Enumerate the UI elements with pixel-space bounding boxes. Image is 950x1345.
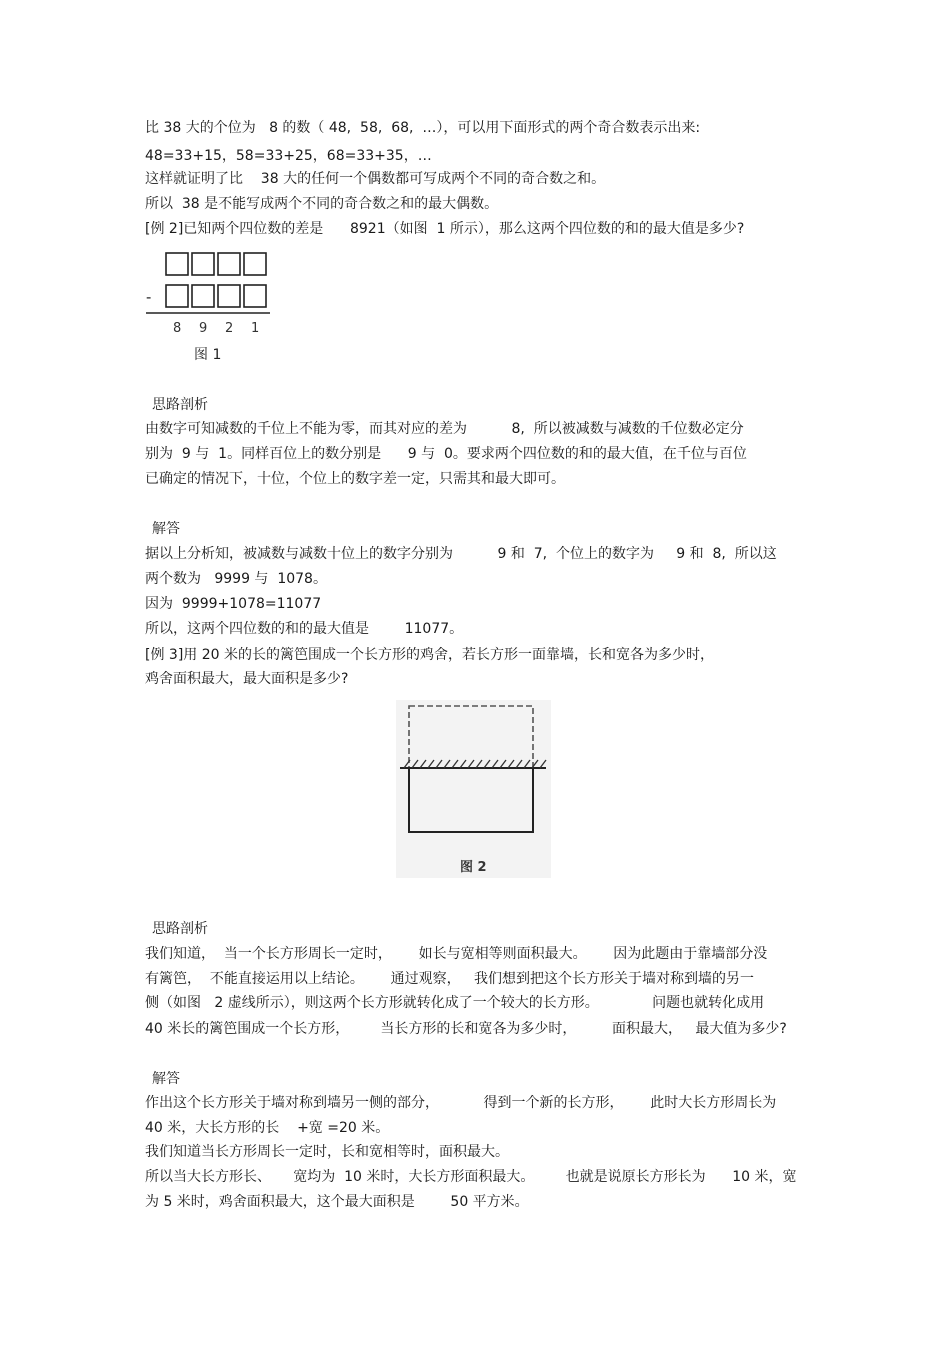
text-line: 侧（如图 2 虚线所示），则这两个长方形就转化成了一个较大的长方形。 问题也就转化成用 [145, 995, 765, 1011]
text-line: 40 米，大长方形的长 +宽 =20 米。 [145, 1120, 390, 1136]
text-line: 48=33+15，58=33+25，68=33+35，… [145, 148, 432, 164]
text-line: 所以，这两个四位数的和的最大值是 11077。 [145, 621, 464, 637]
example-2-question: [例 2]已知两个四位数的差是 8921（如图 1 所示），那么这两个四位数的和的最大值是多少? [145, 221, 745, 237]
minus-sign: - [146, 289, 152, 306]
digit-box [192, 285, 214, 307]
text-line: 有篱笆， 不能直接运用以上结论。 通过观察， 我们想到把这个长方形关于墙对称到墙的另一 [145, 971, 754, 987]
difference-digit: 2 [225, 321, 234, 336]
text-line: 我们知道， 当一个长方形周长一定时， 如长与宽相等则面积最大。 因为此题由于靠墙部分没 [145, 946, 768, 962]
text-line: 由数字可知减数的千位上不能为零，而其对应的差为 8, 所以被减数与减数的千位数必定分 [145, 421, 744, 437]
answer-heading: 解答 [152, 1071, 180, 1087]
example-3-question: 鸡舍面积最大，最大面积是多少? [145, 671, 349, 687]
figure-2-svg [396, 700, 551, 878]
digit-box [192, 253, 214, 275]
figure-2-caption: 图 2 [460, 860, 487, 875]
text-line: 已确定的情况下，十位，个位上的数字差一定，只需其和最大即可。 [145, 471, 565, 487]
digit-box [166, 253, 188, 275]
difference-digit: 9 [199, 321, 208, 336]
text-line: 我们知道当长方形周长一定时，长和宽相等时，面积最大。 [145, 1144, 509, 1160]
analysis-heading: 思路剖析 [152, 921, 208, 937]
example-3-question: [例 3]用 20 米的长的篱笆围成一个长方形的鸡舍，若长方形一面靠墙，长和宽各为多少时， [145, 647, 714, 663]
difference-digit: 1 [251, 321, 260, 336]
figure-1-svg [142, 246, 282, 366]
digit-box [166, 285, 188, 307]
text-line: 比 38 大的个位为 8 的数（ 48, 58, 68, …），可以用下面形式的两个奇合数表示出来: [145, 120, 701, 136]
difference-digit: 8 [173, 321, 182, 336]
text-line: 作出这个长方形关于墙对称到墙另一侧的部分， 得到一个新的长方形， 此时大长方形周长为 [145, 1095, 777, 1111]
digit-box [244, 285, 266, 307]
text-line: 所以 38 是不能写成两个不同的奇合数之和的最大偶数。 [145, 196, 499, 212]
text-line: 据以上分析知，被减数与减数十位上的数字分别为 9 和 7, 个位上的数字为 9 和 8, 所以这 [145, 546, 777, 562]
text-line: 因为 9999+1078=11077 [145, 596, 322, 612]
text-line: 所以当大长方形长、 宽均为 10 米时，大长方形面积最大。 也就是说原长方形长为 10 米，宽 [145, 1169, 797, 1185]
figure-2-background [396, 700, 551, 878]
figure-1-caption: 图 1 [194, 347, 222, 363]
digit-box [244, 253, 266, 275]
digit-box [218, 253, 240, 275]
text-line: 为 5 米时，鸡舍面积最大，这个最大面积是 50 平方米。 [145, 1194, 529, 1210]
text-line: 40 米长的篱笆围成一个长方形， 当长方形的长和宽各为多少时， 面积最大， 最大值为多少? [145, 1021, 787, 1037]
digit-box [218, 285, 240, 307]
text-line: 两个数为 9999 与 1078。 [145, 571, 327, 587]
figure-1-subtraction-diagram [142, 246, 282, 370]
text-line: 这样就证明了比 38 大的任何一个偶数都可写成两个不同的奇合数之和。 [145, 171, 606, 187]
answer-heading: 解答 [152, 521, 180, 537]
figure-2-chicken-coop-diagram [396, 700, 551, 882]
text-line: 别为 9 与 1。同样百位上的数分别是 9 与 0。要求两个四位数的和的最大值，在千位与百位 [145, 446, 747, 462]
analysis-heading: 思路剖析 [152, 397, 208, 413]
